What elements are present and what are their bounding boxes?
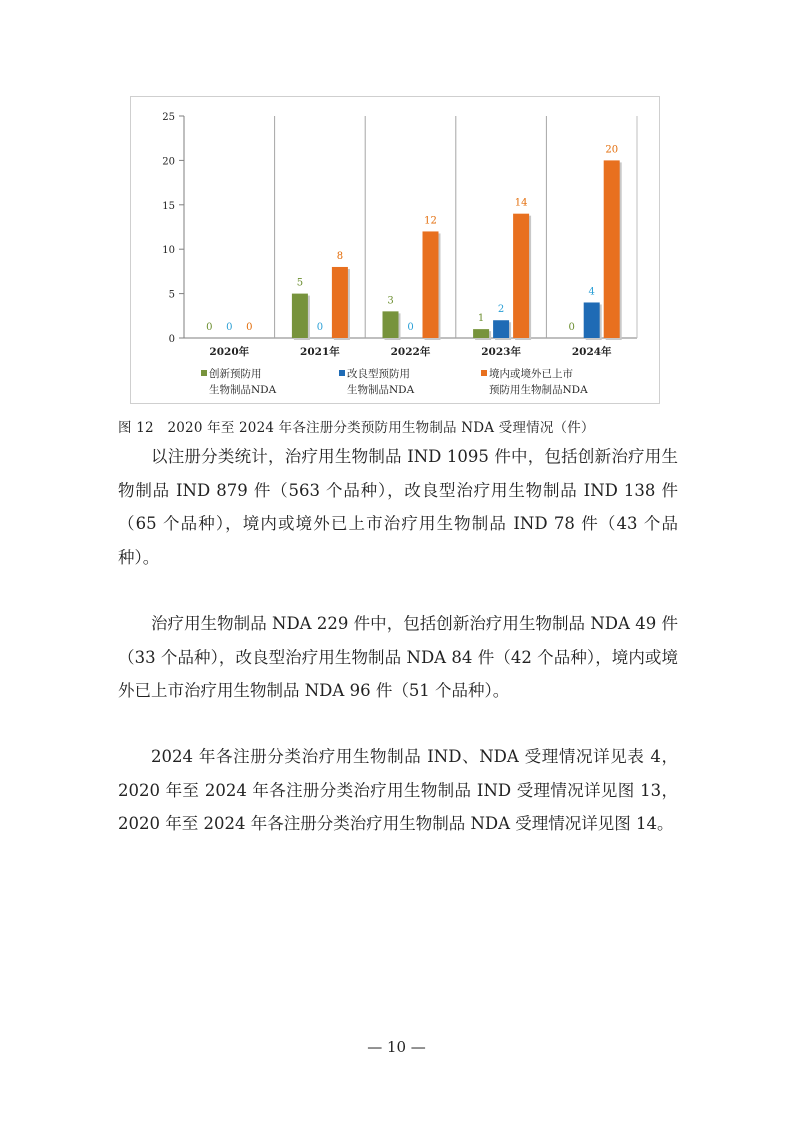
data-label: 0 xyxy=(316,322,324,333)
x-tick-label: 2020年 xyxy=(209,346,250,358)
paragraph-ind-summary: 以注册分类统计，治疗用生物制品 IND 1095 件中，包括创新治疗用生物制品 IND 879 件（563 个品种），改良型治疗用生物制品 IND 138 件（65 个品种），境内或境外已上市治疗用生物制品 IND 78 件（43 个品种）。 xyxy=(118,447,678,567)
bar xyxy=(292,294,308,338)
data-label: 14 xyxy=(514,197,528,209)
legend-label: 境内或境外已上市 xyxy=(489,368,573,380)
x-tick-label: 2024年 xyxy=(571,346,612,358)
data-label: 0 xyxy=(226,322,233,333)
bar xyxy=(584,302,600,338)
paragraph-references: 2024 年各注册分类治疗用生物制品 IND、NDA 受理情况详见表 4，2020 年至 2024 年各注册分类治疗用生物制品 IND 受理情况详见图 13，2020 年至 2024 年各注册分类治疗用生物制品 NDA 受理情况详见图 14。 xyxy=(118,747,678,833)
y-tick-label: 25 xyxy=(162,112,175,123)
y-tick-label: 5 xyxy=(168,289,175,301)
legend-label: 创新预防用 xyxy=(209,368,262,380)
chart-figure xyxy=(130,96,660,404)
data-label: 12 xyxy=(424,215,437,227)
x-tick-label: 2022年 xyxy=(390,346,431,358)
data-label: 8 xyxy=(336,250,344,262)
legend-label: 改良型预防用 xyxy=(347,368,410,380)
paragraph-nda-summary: 治疗用生物制品 NDA 229 件中，包括创新治疗用生物制品 NDA 49 件（33 个品种），改良型治疗用生物制品 NDA 84 件（42 个品种），境内或境外已上市治疗用生物制品 NDA 96 件（51 个品种）。 xyxy=(118,614,678,700)
figure-caption: 图 12 2020 年至 2024 年各注册分类预防用生物制品 NDA 受理情况（件） xyxy=(118,420,595,436)
data-label: 0 xyxy=(246,322,253,333)
legend-label: 生物制品NDA xyxy=(209,384,277,396)
bar-chart xyxy=(131,97,661,405)
y-tick-label: 15 xyxy=(162,200,175,212)
page-number: — 10 — xyxy=(367,1038,426,1056)
y-tick-label: 10 xyxy=(162,245,175,257)
legend-swatch xyxy=(339,370,345,376)
legend-label: 预防用生物制品NDA xyxy=(489,384,588,396)
y-tick-label: 0 xyxy=(168,334,175,345)
data-label: 3 xyxy=(387,295,394,307)
data-label: 4 xyxy=(588,286,595,298)
bar xyxy=(513,214,529,338)
data-label: 0 xyxy=(407,322,414,333)
bar xyxy=(604,160,620,338)
data-label: 1 xyxy=(477,313,485,325)
bar xyxy=(493,320,509,338)
x-tick-label: 2021年 xyxy=(300,346,340,358)
legend-swatch xyxy=(481,370,487,376)
bar xyxy=(383,311,399,338)
bar xyxy=(423,231,439,338)
data-label: 20 xyxy=(605,144,619,156)
data-label: 0 xyxy=(568,322,575,333)
data-label: 2 xyxy=(497,304,505,316)
bar xyxy=(332,267,348,338)
x-tick-label: 2023年 xyxy=(481,346,521,358)
legend-label: 生物制品NDA xyxy=(347,384,415,396)
data-label: 5 xyxy=(296,277,304,289)
data-label: 0 xyxy=(206,322,213,333)
bar xyxy=(473,329,489,338)
legend-swatch xyxy=(201,370,207,376)
y-tick-label: 20 xyxy=(162,156,175,168)
